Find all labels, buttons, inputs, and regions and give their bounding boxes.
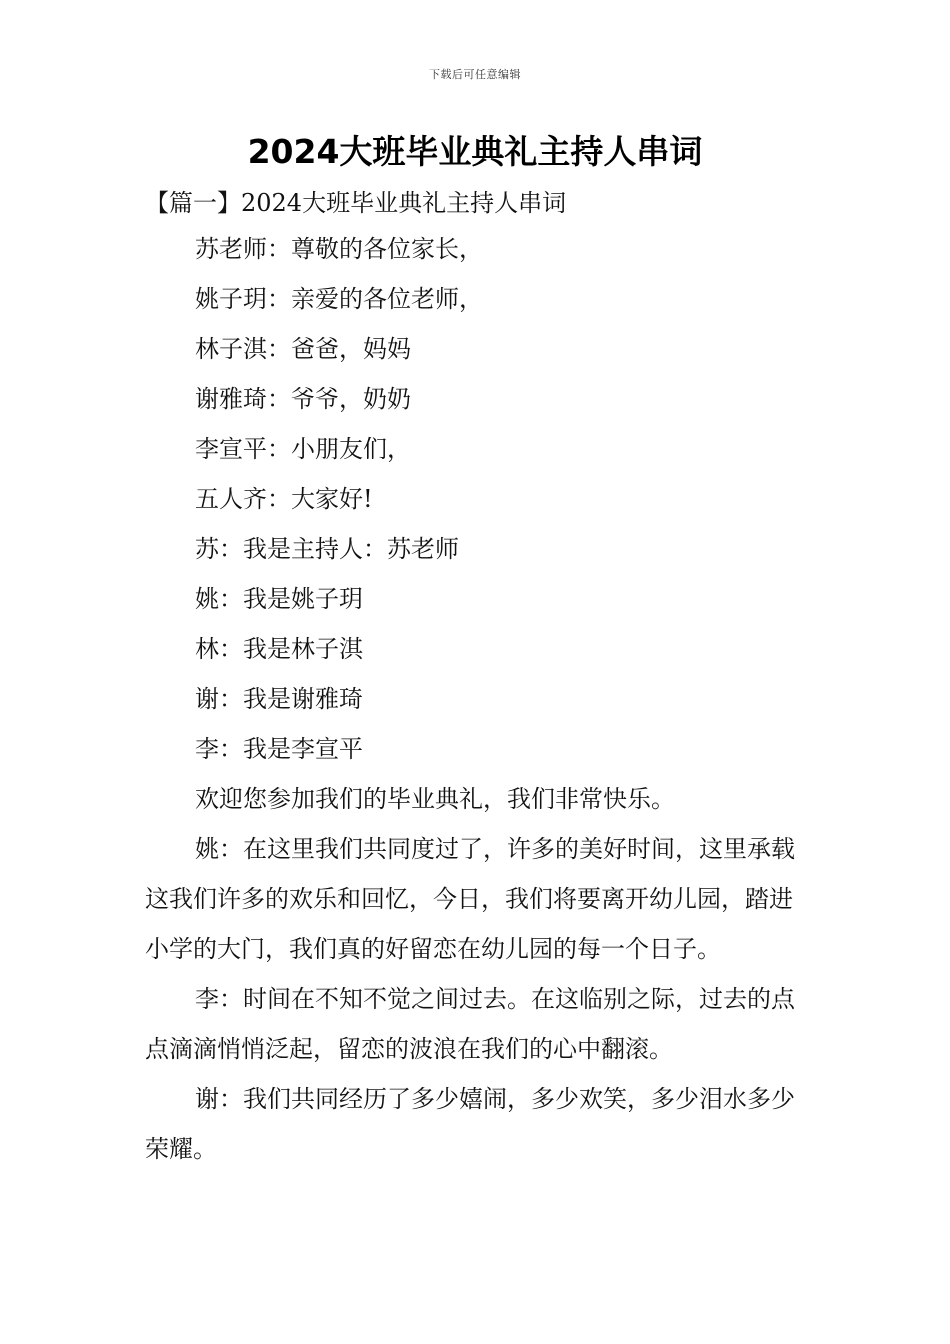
paragraph: 谢雅琦：爷爷，奶奶 — [195, 385, 411, 413]
paragraph: 李宣平：小朋友们， — [195, 435, 411, 463]
header-note: 下载后可任意编辑 — [429, 68, 521, 81]
paragraph: 谢：我是谢雅琦 — [195, 685, 363, 713]
paragraph: 苏老师：尊敬的各位家长， — [195, 235, 483, 263]
paragraph: 姚：在这里我们共同度过了，许多的美好时间，这里承载这我们许多的欢乐和回忆，今日，我们将要离开幼儿园，踏进小学的大门，我们真的好留恋在幼儿园的每一个日子。 — [145, 835, 795, 963]
paragraph: 李：我是李宣平 — [195, 735, 363, 763]
document-body — [145, 224, 810, 1174]
section-heading: 【篇一】2024大班毕业典礼主持人串词 — [145, 189, 567, 217]
paragraph: 谢：我们共同经历了多少嬉闹，多少欢笑，多少泪水多少荣耀。 — [145, 1085, 795, 1163]
document-title: 2024大班毕业典礼主持人串词 — [247, 132, 703, 171]
paragraph: 林子淇：爸爸，妈妈 — [195, 335, 411, 363]
paragraph: 林：我是林子淇 — [195, 635, 363, 663]
paragraph: 李：时间在不知不觉之间过去。在这临别之际，过去的点点滴滴悄悄泛起，留恋的波浪在我们的心中翻滚。 — [145, 985, 795, 1063]
paragraph: 五人齐：大家好! — [195, 485, 373, 513]
paragraph: 姚子玥：亲爱的各位老师， — [195, 285, 483, 313]
paragraph: 欢迎您参加我们的毕业典礼，我们非常快乐。 — [195, 785, 675, 813]
paragraph: 姚：我是姚子玥 — [195, 585, 363, 613]
paragraph: 苏：我是主持人：苏老师 — [195, 535, 459, 563]
